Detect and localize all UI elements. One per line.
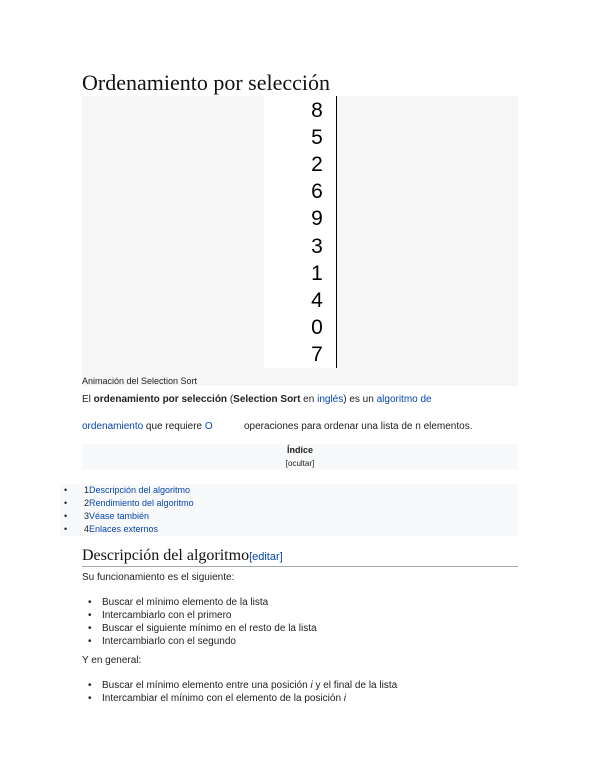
list-item [82,679,397,692]
animation-number: 0 [311,316,323,339]
list-item-text: Buscar el mínimo elemento entre una posición [102,680,311,691]
intro-line-1 [82,394,432,405]
toc-item-label[interactable]: Descripción del algoritmo [89,485,191,495]
toc-item[interactable] [60,523,518,536]
section-heading-text: Descripción del algoritmo [82,547,250,564]
list-item-variable: i [343,693,347,704]
toc-item-number: 2 [84,498,90,508]
intro-bold-term: Selection Sort [233,394,301,405]
animation-number: 4 [311,289,323,312]
toc-item[interactable] [60,510,518,523]
animation-number: 1 [311,262,323,285]
toc-item-number: 4 [84,524,90,534]
intro-text: ( [227,394,234,405]
toc-title: Índice [286,445,313,455]
toc-hide-link[interactable]: [ocultar] [285,459,315,468]
intro-bold-term: ordenamiento por selección [93,394,228,405]
list-item: • Buscar el siguiente mínimo en el resto de la lista [82,622,317,635]
link-ingles[interactable]: inglés [317,394,344,405]
intro-text: El [82,394,94,405]
toc-item[interactable] [60,484,518,497]
list-item: • Buscar el mínimo elemento de la lista [82,596,317,609]
intro-line-2-end: operaciones para ordenar una lista de n elementos. [244,421,473,432]
list-item-text: y el final de la lista [312,680,398,691]
list-item-text: Intercambiar el mínimo con el elemento de la posición [102,693,344,704]
animation-number: 9 [311,207,323,230]
toc-item-label[interactable]: Enlaces externos [89,524,159,534]
animation-number: 8 [311,99,323,122]
intro-text: ) es un [343,394,377,405]
section-heading [82,547,518,567]
intro-line-2 [82,421,213,432]
section-paragraph: Y en general: [82,655,142,666]
toc-item-number: 3 [84,511,90,521]
animation-number: 7 [311,343,323,366]
animation-number: 6 [311,180,323,203]
animation-caption: Animación del Selection Sort [82,376,198,386]
animation-number: 5 [311,126,323,149]
toc-item-number: 1 [84,485,90,495]
intro-text: que requiere [143,421,205,432]
link-ordenamiento[interactable]: ordenamiento [82,421,144,432]
section-paragraph: Su funcionamiento es el siguiente: [82,572,235,583]
intro-text: en [300,394,318,405]
toc-item-label[interactable]: Véase también [89,511,150,521]
link-big-o[interactable]: O [204,421,213,432]
general-steps-list [82,679,397,705]
list-item [82,692,397,705]
animation-number: 3 [311,235,323,258]
page-title: Ordenamiento por selección [82,70,518,98]
toc-item[interactable] [60,497,518,510]
animation-number: 2 [311,153,323,176]
toc-list [60,484,518,536]
list-item-variable: i [310,680,313,691]
toc-item-label[interactable]: Rendimiento del algoritmo [89,498,194,508]
toc-box [82,444,518,470]
list-item: • Intercambiarlo con el primero [82,609,317,622]
link-algoritmo[interactable]: algoritmo de [376,394,432,405]
steps-list [82,596,317,648]
edit-section-link[interactable]: [editar] [249,551,283,563]
list-item: • Intercambiarlo con el segundo [82,635,317,648]
